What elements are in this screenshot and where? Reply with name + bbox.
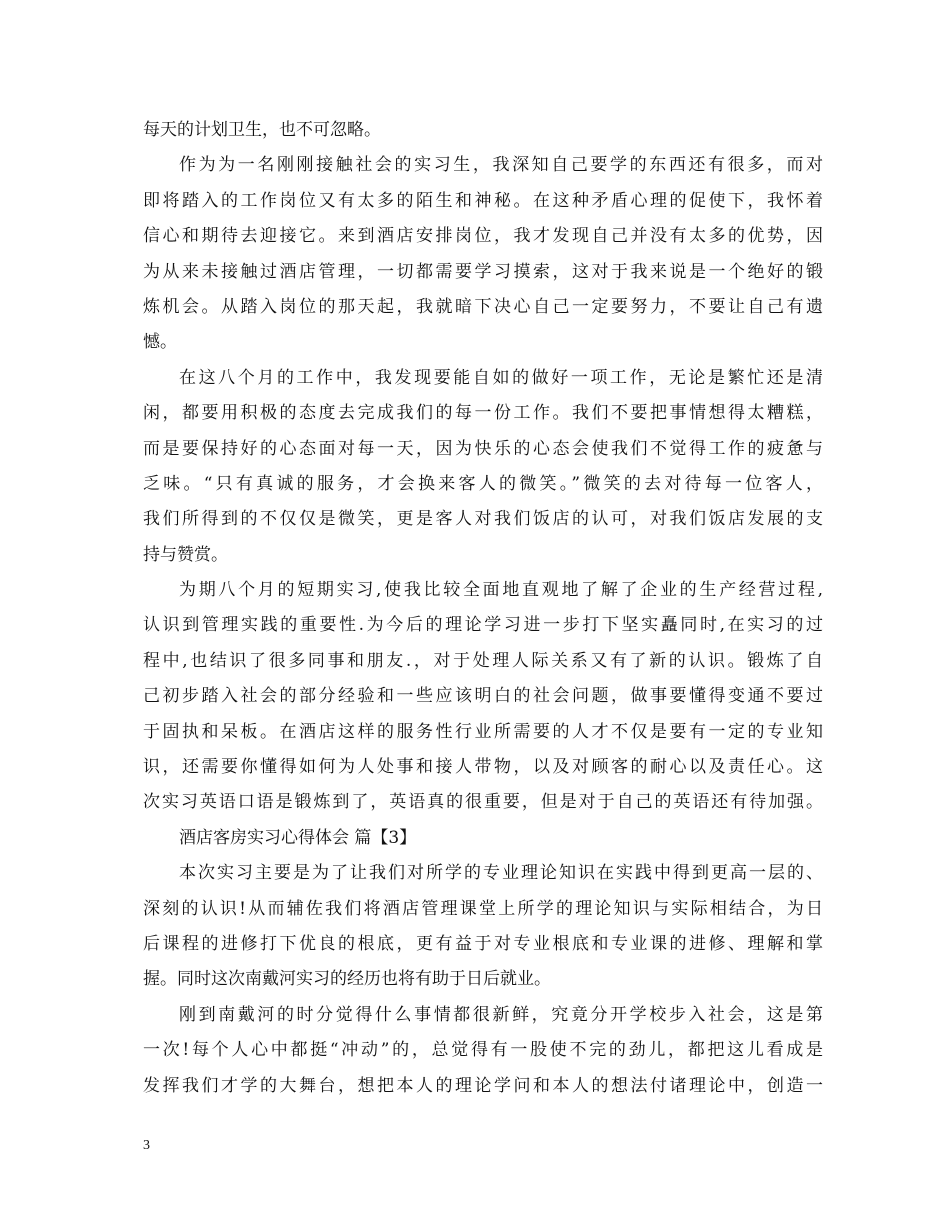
text-line: 于固执和呆板。在酒店这样的服务性行业所需要的人才不仅是要有一定的专业知 <box>143 721 823 742</box>
text-line: 而是要保持好的心态面对每一天，因为快乐的心态会使我们不觉得工作的疲惫与 <box>143 438 823 459</box>
text-line: 本次实习主要是为了让我们对所学的专业理论知识在实践中得到更高一层的、 <box>179 863 823 884</box>
text-line: 在这八个月的工作中，我发现要能自如的做好一项工作，无论是繁忙还是清 <box>179 367 823 388</box>
document-body <box>143 113 823 1104</box>
text-line: 次实习英语口语是锻炼到了，英语真的很重要，但是对于自己的英语还有待加强。 <box>143 792 823 813</box>
text-line: 为期八个月的短期实习,使我比较全面地直观地了解了企业的生产经营过程, <box>179 580 823 601</box>
text-line: 识，还需要你懂得如何为人处事和接人带物，以及对顾客的耐心以及责任心。这 <box>143 757 823 778</box>
text-line: 信心和期待去迎接它。来到酒店安排岗位，我才发现自己并没有太多的优势，因 <box>143 226 823 247</box>
text-line: 程中,也结识了很多同事和朋友.，对于处理人际关系又有了新的认识。锻炼了自 <box>143 650 823 671</box>
text-line: 乏味。“只有真诚的服务，才会换来客人的微笑。”微笑的去对待每一位客人， <box>143 473 823 494</box>
text-line: 深刻的认识!从而辅佐我们将酒店管理课堂上所学的理论知识与实际相结合，为日 <box>143 898 823 919</box>
text-line: 握。同时这次南戴河实习的经历也将有助于日后就业。 <box>143 969 551 990</box>
text-line: 酒店客房实习心得体会 篇【3】 <box>179 827 417 848</box>
text-line: 即将踏入的工作岗位又有太多的陌生和神秘。在这种矛盾心理的促使下，我怀着 <box>143 190 823 211</box>
text-line: 闲，都要用积极的态度去完成我们的每一份工作。我们不要把事情想得太糟糕， <box>143 403 823 424</box>
text-line: 我们所得到的不仅仅是微笑，更是客人对我们饭店的认可，对我们饭店发展的支 <box>143 509 823 530</box>
text-line: 发挥我们才学的大舞台，想把本人的理论学问和本人的想法付诸理论中，创造一 <box>143 1075 823 1096</box>
text-line: 后课程的进修打下优良的根底，更有益于对专业根底和专业课的进修、理解和掌 <box>143 933 823 954</box>
text-line: 持与赞赏。 <box>143 544 228 565</box>
text-line: 为从来未接触过酒店管理，一切都需要学习摸索，这对于我来说是一个绝好的锻 <box>143 261 823 282</box>
text-line: 每天的计划卫生，也不可忽略。 <box>143 120 381 140</box>
text-line: 己初步踏入社会的部分经验和一些应该明白的社会问题，做事要懂得变通不要过 <box>143 686 823 707</box>
text-line: 炼机会。从踏入岗位的那天起，我就暗下决心自己一定要努力，不要让自己有遗 <box>143 296 823 317</box>
page-number: 3 <box>143 1138 150 1153</box>
text-line: 认识到管理实践的重要性.为今后的理论学习进一步打下坚实矗同时,在实习的过 <box>143 615 823 636</box>
text-line: 作为为一名刚刚接触社会的实习生，我深知自己要学的东西还有很多，而对 <box>179 155 823 176</box>
text-line: 一次!每个人心中都挺“冲动”的，总觉得有一股使不完的劲儿，都把这儿看成是 <box>143 1040 823 1061</box>
text-line: 憾。 <box>143 332 177 353</box>
text-line: 刚到南戴河的时分觉得什么事情都很新鲜，究竟分开学校步入社会，这是第 <box>179 1004 823 1025</box>
